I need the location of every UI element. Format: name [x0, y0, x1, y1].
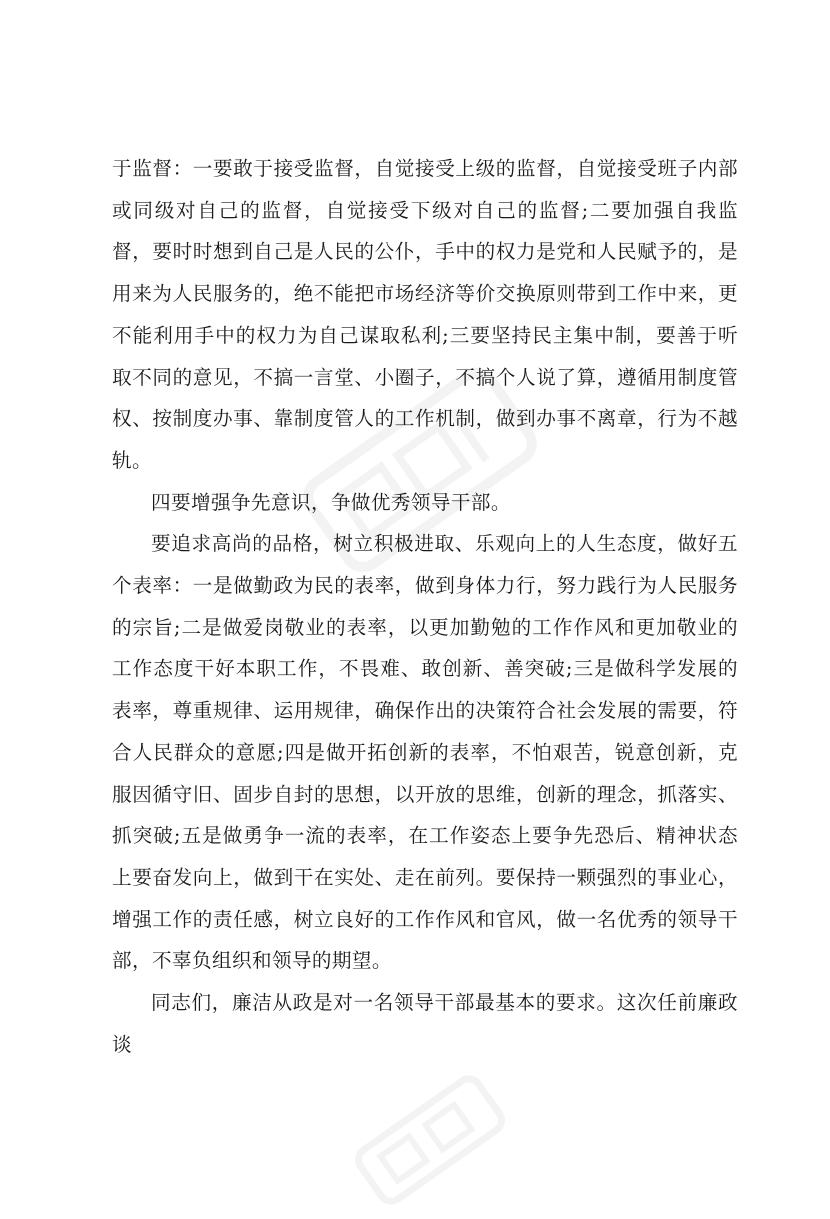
paragraph-supervision: 于监督：一要敢于接受监督，自觉接受上级的监督，自觉接受班子内部或同级对自己的监督，自觉接受下级对自己的监督;二要加强自我监督，要时时想到自己是人民的公仆，手中的权力是党和人民赋予的，是用来为人民服务的，绝不能把市场经济等价交换原则带到工作中来，更不能利用手中的权力为自己谋取私利;三要坚持民主集中制，要善于听取不同的意见，不搞一言堂、小圈子，不搞个人说了算，遵循用制度管权、按制度办事、靠制度管人的工作机制，做到办事不离章，行为不越轨。 [112, 157, 738, 472]
watermark-logo-bottom [342, 1061, 519, 1218]
paragraph-five-exemplars: 要追求高尚的品格，树立积极进取、乐观向上的人生态度，做好五个表率：一是做勤政为民的表率，做到身体力行，努力践行为人民服务的宗旨;二是做爱岗敬业的表率，以更加勤勉的工作作风和更加敬业的工作态度干好本职工作，不畏难、敢创新、善突破;三是做科学发展的表率，尊重规律、运用规律，确保作出的决策符合社会发展的需要，符合人民群众的意愿;四是做开拓创新的表率，不怕艰苦，锐意创新，克服因循守旧、固步自封的思想，以开放的思维，创新的理念，抓落实、抓突破;五是做勇争一流的表率，在工作姿态上要争先恐后、精神状态上要奋发向上，做到干在实处、走在前列。要保持一颗强烈的事业心，增强工作的责任感，树立良好的工作作风和官风，做一名优秀的领导干部，不辜负组织和领导的期望。 [112, 532, 738, 973]
paragraph-heading-four: 四要增强争先意识，争做优秀领导干部。 [151, 490, 511, 514]
body-text [112, 148, 738, 1065]
paragraph-comrades: 同志们，廉洁从政是对一名领导干部最基本的要求。这次任前廉政谈 [112, 991, 738, 1056]
